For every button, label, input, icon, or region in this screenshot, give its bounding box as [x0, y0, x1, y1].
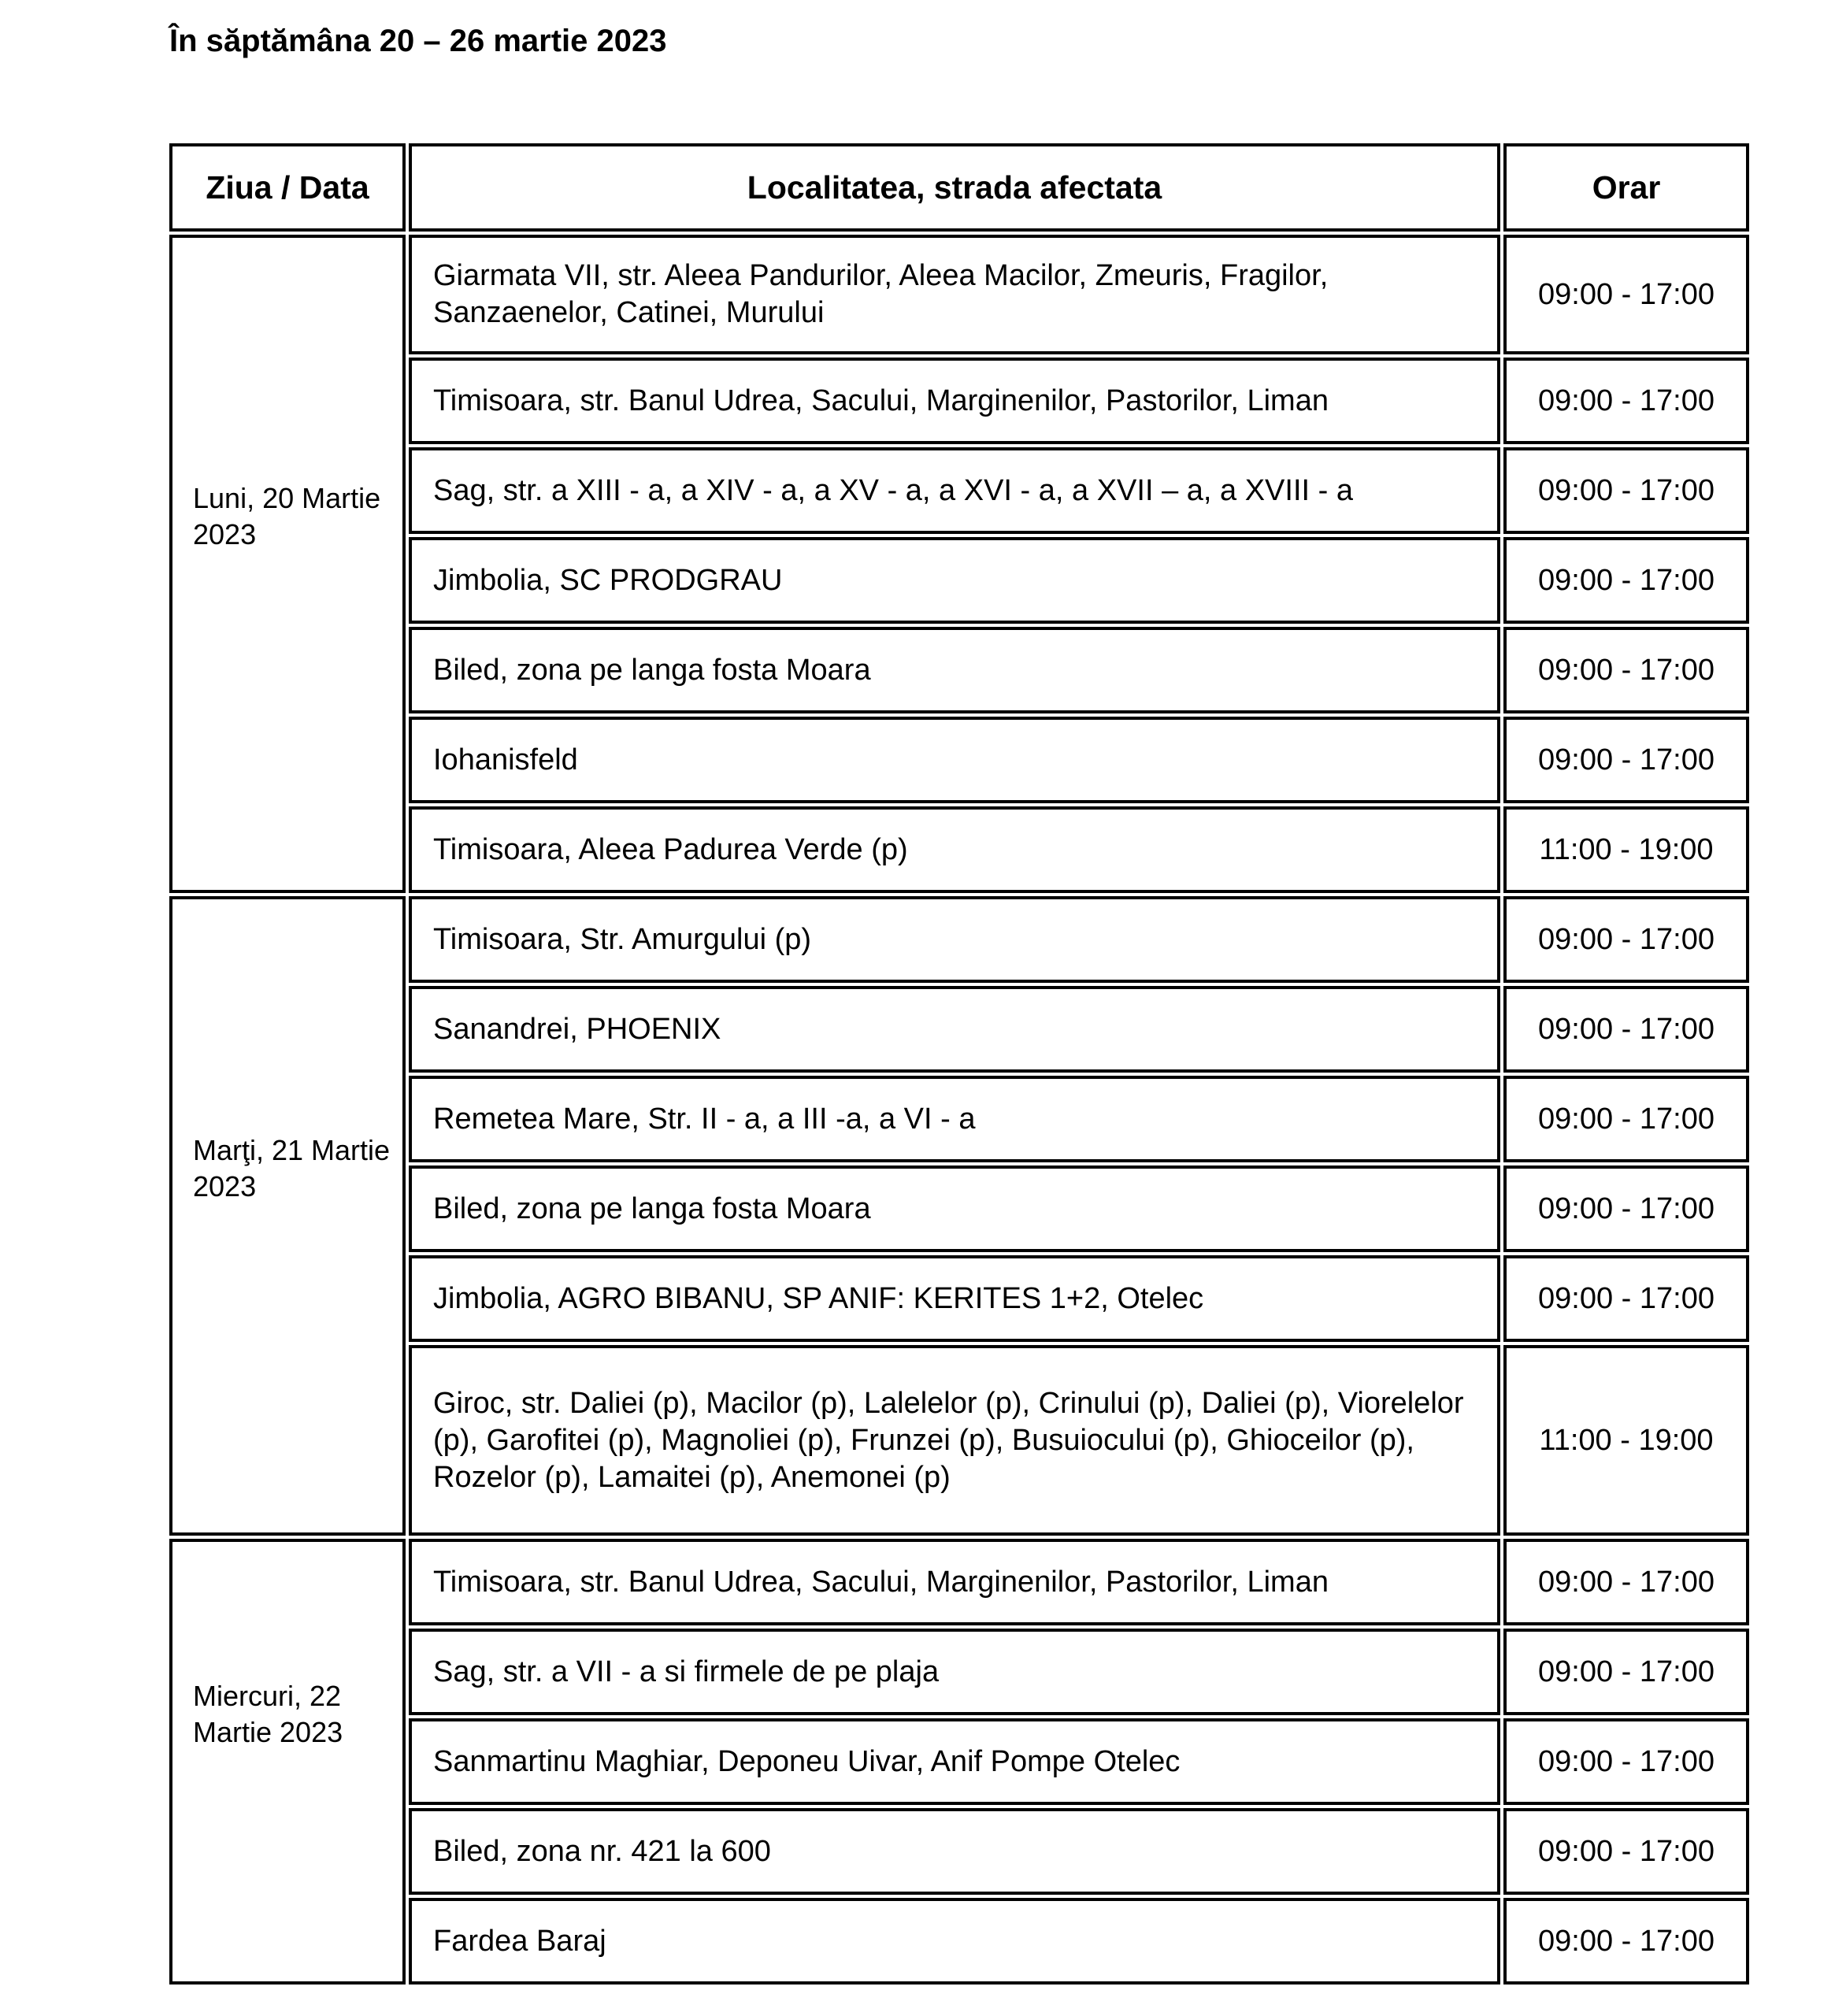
time-cell: 09:00 - 17:00: [1503, 627, 1749, 713]
location-cell: Timisoara, str. Banul Udrea, Sacului, Marginenilor, Pastorilor, Liman: [409, 1539, 1500, 1625]
page-title: În săptămâna 20 – 26 martie 2023: [169, 24, 667, 58]
time-cell: 09:00 - 17:00: [1503, 235, 1749, 354]
location-cell: Remetea Mare, Str. II - a, a III -a, a VI - a: [409, 1076, 1500, 1162]
location-cell: Giarmata VII, str. Aleea Pandurilor, Aleea Macilor, Zmeuris, Fragilor, Sanzaenelor, Catinei, Murului: [409, 235, 1500, 354]
table-row: [169, 986, 1749, 1073]
table-row: [169, 1808, 1749, 1895]
table-row: [169, 1345, 1749, 1536]
time-cell: 09:00 - 17:00: [1503, 986, 1749, 1073]
location-cell: Timisoara, Str. Amurgului (p): [409, 896, 1500, 983]
table-header: [169, 143, 1749, 232]
location-cell: Biled, zona pe langa fosta Moara: [409, 627, 1500, 713]
table-row: [169, 358, 1749, 444]
time-cell: 09:00 - 17:00: [1503, 896, 1749, 983]
table-row: [169, 806, 1749, 893]
header-row: [169, 143, 1749, 232]
table-row: [169, 1076, 1749, 1162]
day-cell-marti: Marţi, 21 Martie 2023: [169, 896, 406, 1536]
outage-schedule-table: [166, 140, 1752, 1988]
time-cell: 09:00 - 17:00: [1503, 1718, 1749, 1805]
location-cell: Sanandrei, PHOENIX: [409, 986, 1500, 1073]
time-cell: 09:00 - 17:00: [1503, 1076, 1749, 1162]
time-cell: 11:00 - 19:00: [1503, 1345, 1749, 1536]
table-row: [169, 1539, 1749, 1625]
time-cell: 09:00 - 17:00: [1503, 717, 1749, 803]
location-cell: Giroc, str. Daliei (p), Macilor (p), Lalelelor (p), Crinului (p), Daliei (p), Viorelelor (p), Garofitei (p), Magnoliei (p), Frunzei (p), Busuiocului (p), Ghioceilor (p), Rozelor (p), Lamaitei (p), Anemonei (p): [409, 1345, 1500, 1536]
table-row: [169, 1166, 1749, 1252]
time-cell: 09:00 - 17:00: [1503, 1539, 1749, 1625]
location-cell: Jimbolia, AGRO BIBANU, SP ANIF: KERITES 1+2, Otelec: [409, 1255, 1500, 1342]
table-row: [169, 896, 1749, 983]
day-group-luni: [169, 235, 1749, 893]
time-cell: 09:00 - 17:00: [1503, 1255, 1749, 1342]
table-row: [169, 235, 1749, 354]
day-cell-miercuri: Miercuri, 22 Martie 2023: [169, 1539, 406, 1984]
location-cell: Jimbolia, SC PRODGRAU: [409, 537, 1500, 624]
time-cell: 09:00 - 17:00: [1503, 358, 1749, 444]
table-row: [169, 717, 1749, 803]
location-cell: Biled, zona nr. 421 la 600: [409, 1808, 1500, 1895]
table-row: [169, 1718, 1749, 1805]
column-header-day: Ziua / Data: [169, 143, 406, 232]
table-row: [169, 1255, 1749, 1342]
time-cell: 09:00 - 17:00: [1503, 1898, 1749, 1984]
column-header-schedule: Orar: [1503, 143, 1749, 232]
day-cell-luni: Luni, 20 Martie 2023: [169, 235, 406, 893]
time-cell: 09:00 - 17:00: [1503, 1166, 1749, 1252]
table-row: [169, 537, 1749, 624]
table-row: [169, 1629, 1749, 1715]
table-row: [169, 1898, 1749, 1984]
location-cell: Timisoara, str. Banul Udrea, Sacului, Marginenilor, Pastorilor, Liman: [409, 358, 1500, 444]
day-group-miercuri: [169, 1539, 1749, 1984]
time-cell: 09:00 - 17:00: [1503, 1808, 1749, 1895]
time-cell: 09:00 - 17:00: [1503, 1629, 1749, 1715]
location-cell: Sag, str. a VII - a si firmele de pe plaja: [409, 1629, 1500, 1715]
table-row: [169, 627, 1749, 713]
location-cell: Biled, zona pe langa fosta Moara: [409, 1166, 1500, 1252]
day-group-marti: [169, 896, 1749, 1536]
time-cell: 09:00 - 17:00: [1503, 447, 1749, 534]
location-cell: Iohanisfeld: [409, 717, 1500, 803]
location-cell: Timisoara, Aleea Padurea Verde (p): [409, 806, 1500, 893]
column-header-location: Localitatea, strada afectata: [409, 143, 1500, 232]
time-cell: 09:00 - 17:00: [1503, 537, 1749, 624]
location-cell: Sanmartinu Maghiar, Deponeu Uivar, Anif Pompe Otelec: [409, 1718, 1500, 1805]
table-row: [169, 447, 1749, 534]
time-cell: 11:00 - 19:00: [1503, 806, 1749, 893]
location-cell: Sag, str. a XIII - a, a XIV - a, a XV - a, a XVI - a, a XVII – a, a XVIII - a: [409, 447, 1500, 534]
location-cell: Fardea Baraj: [409, 1898, 1500, 1984]
